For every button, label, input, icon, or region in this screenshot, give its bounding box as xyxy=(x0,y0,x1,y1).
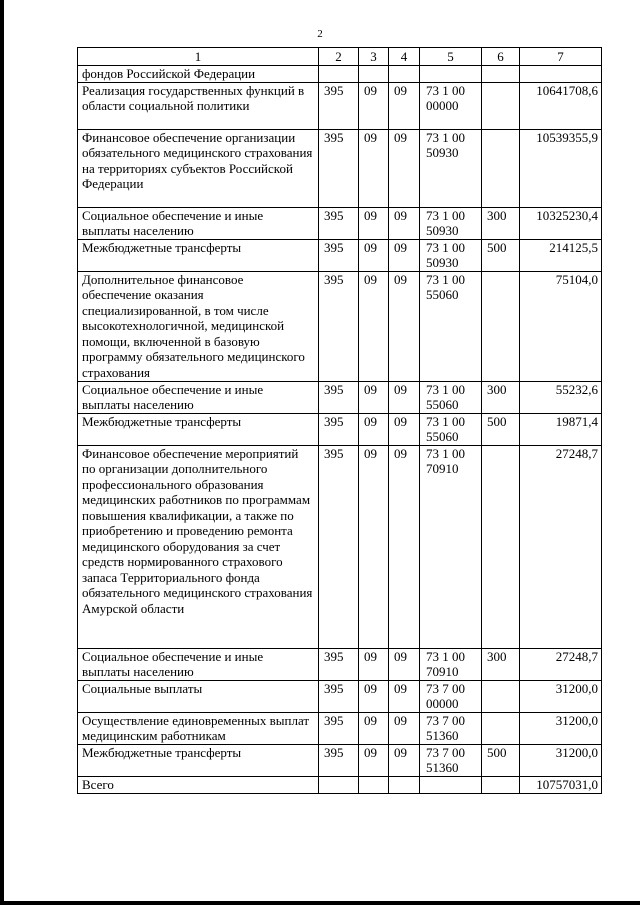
row-name-cell: Социальное обеспечение и иные выплаты населению xyxy=(78,648,319,680)
row-sum-cell: 55232,6 xyxy=(520,381,602,413)
table-row xyxy=(78,239,602,271)
column-number: 7 xyxy=(520,48,602,66)
row-ved-cell: 395 xyxy=(319,445,359,648)
row-pr-cell: 09 xyxy=(389,82,420,129)
row-pr-cell: 09 xyxy=(389,271,420,381)
row-ved-cell: 395 xyxy=(319,129,359,207)
row-name-cell: Дополнительное финансовое обеспечение оказания специализированной, в том числе высокотехнологичной, медицинской помощи, включенной в базовую программу обязательного медицинского страхования xyxy=(78,271,319,381)
row-vr-cell xyxy=(482,271,520,381)
row-csr-cell xyxy=(420,776,482,793)
table-row xyxy=(78,744,602,776)
row-pr-cell: 09 xyxy=(389,207,420,239)
row-ved-cell: 395 xyxy=(319,648,359,680)
row-sum-cell xyxy=(520,66,602,83)
row-vr-cell xyxy=(482,82,520,129)
table-row xyxy=(78,82,602,129)
row-ved-cell: 395 xyxy=(319,239,359,271)
row-name-cell: Финансовое обеспечение организации обязательного медицинского страхования на территориях субъектов Российской Федерации xyxy=(78,129,319,207)
row-ved-cell: 395 xyxy=(319,381,359,413)
row-csr-cell: 73 7 00 51360 xyxy=(420,712,482,744)
row-pr-cell: 09 xyxy=(389,445,420,648)
row-name-cell: Межбюджетные трансферты xyxy=(78,239,319,271)
row-pr-cell: 09 xyxy=(389,744,420,776)
row-rz-cell: 09 xyxy=(359,207,389,239)
total-row xyxy=(78,776,602,793)
row-rz-cell: 09 xyxy=(359,271,389,381)
table-row xyxy=(78,271,602,381)
row-rz-cell: 09 xyxy=(359,680,389,712)
table-row xyxy=(78,712,602,744)
row-ved-cell: 395 xyxy=(319,271,359,381)
row-ved-cell: 395 xyxy=(319,82,359,129)
row-pr-cell xyxy=(389,776,420,793)
row-vr-cell: 500 xyxy=(482,413,520,445)
row-sum-cell: 31200,0 xyxy=(520,712,602,744)
row-pr-cell: 09 xyxy=(389,239,420,271)
scan-edge xyxy=(0,0,4,905)
row-vr-cell xyxy=(482,66,520,83)
row-name-cell: Социальные выплаты xyxy=(78,680,319,712)
row-ved-cell: 395 xyxy=(319,413,359,445)
row-rz-cell: 09 xyxy=(359,413,389,445)
row-csr-cell: 73 1 00 55060 xyxy=(420,381,482,413)
row-name-cell: Межбюджетные трансферты xyxy=(78,744,319,776)
row-ved-cell: 395 xyxy=(319,712,359,744)
row-sum-cell: 10757031,0 xyxy=(520,776,602,793)
row-vr-cell xyxy=(482,445,520,648)
row-rz-cell: 09 xyxy=(359,712,389,744)
row-rz-cell: 09 xyxy=(359,445,389,648)
row-rz-cell xyxy=(359,66,389,83)
row-rz-cell: 09 xyxy=(359,744,389,776)
row-vr-cell xyxy=(482,680,520,712)
row-name-cell: Осуществление единовременных выплат медицинским работникам xyxy=(78,712,319,744)
table-row xyxy=(78,413,602,445)
row-csr-cell: 73 1 00 50930 xyxy=(420,239,482,271)
column-number: 5 xyxy=(420,48,482,66)
row-pr-cell: 09 xyxy=(389,381,420,413)
row-name-cell: Всего xyxy=(78,776,319,793)
row-vr-cell: 300 xyxy=(482,207,520,239)
row-csr-cell: 73 1 00 50930 xyxy=(420,207,482,239)
row-vr-cell xyxy=(482,712,520,744)
row-rz-cell: 09 xyxy=(359,381,389,413)
row-pr-cell: 09 xyxy=(389,129,420,207)
row-csr-cell: 73 7 00 51360 xyxy=(420,744,482,776)
row-csr-cell: 73 7 00 00000 xyxy=(420,680,482,712)
row-sum-cell: 10325230,4 xyxy=(520,207,602,239)
column-number: 1 xyxy=(78,48,319,66)
column-number: 4 xyxy=(389,48,420,66)
row-csr-cell: 73 1 00 70910 xyxy=(420,445,482,648)
scan-edge-bottom xyxy=(0,901,640,905)
row-pr-cell: 09 xyxy=(389,712,420,744)
row-ved-cell: 395 xyxy=(319,207,359,239)
row-sum-cell: 19871,4 xyxy=(520,413,602,445)
row-pr-cell xyxy=(389,66,420,83)
row-sum-cell: 27248,7 xyxy=(520,445,602,648)
row-csr-cell: 73 1 00 55060 xyxy=(420,413,482,445)
row-rz-cell: 09 xyxy=(359,129,389,207)
row-sum-cell: 31200,0 xyxy=(520,680,602,712)
table-row xyxy=(78,445,602,648)
row-rz-cell xyxy=(359,776,389,793)
row-sum-cell: 10641708,6 xyxy=(520,82,602,129)
row-vr-cell xyxy=(482,129,520,207)
row-pr-cell: 09 xyxy=(389,413,420,445)
budget-table xyxy=(77,47,602,794)
row-csr-cell xyxy=(420,66,482,83)
column-number: 2 xyxy=(319,48,359,66)
row-vr-cell: 500 xyxy=(482,239,520,271)
column-number: 6 xyxy=(482,48,520,66)
row-csr-cell: 73 1 00 70910 xyxy=(420,648,482,680)
row-csr-cell: 73 1 00 00000 xyxy=(420,82,482,129)
row-sum-cell: 10539355,9 xyxy=(520,129,602,207)
row-rz-cell: 09 xyxy=(359,648,389,680)
row-ved-cell: 395 xyxy=(319,744,359,776)
row-vr-cell xyxy=(482,776,520,793)
row-ved-cell xyxy=(319,66,359,83)
row-csr-cell: 73 1 00 50930 xyxy=(420,129,482,207)
table-row xyxy=(78,129,602,207)
row-name-cell: Реализация государственных функций в области социальной политики xyxy=(78,82,319,129)
row-sum-cell: 75104,0 xyxy=(520,271,602,381)
page-number: 2 xyxy=(317,28,323,40)
row-csr-cell: 73 1 00 55060 xyxy=(420,271,482,381)
row-sum-cell: 27248,7 xyxy=(520,648,602,680)
row-rz-cell: 09 xyxy=(359,82,389,129)
row-name-cell: Социальное обеспечение и иные выплаты населению xyxy=(78,207,319,239)
column-number: 3 xyxy=(359,48,389,66)
row-vr-cell: 500 xyxy=(482,744,520,776)
row-vr-cell: 300 xyxy=(482,381,520,413)
row-sum-cell: 214125,5 xyxy=(520,239,602,271)
table-row xyxy=(78,381,602,413)
row-name-cell: Межбюджетные трансферты xyxy=(78,413,319,445)
row-ved-cell: 395 xyxy=(319,680,359,712)
row-pr-cell: 09 xyxy=(389,648,420,680)
column-number-row xyxy=(78,48,602,66)
table-row xyxy=(78,66,602,83)
row-ved-cell xyxy=(319,776,359,793)
row-rz-cell: 09 xyxy=(359,239,389,271)
row-name-cell: Финансовое обеспечение мероприятий по организации дополнительного профессионального образования медицинских работников по программам повышения квалификации, а также по приобретению и проведению ремонта медицинского оборудования за счет средств нормированного страхового запаса Территориального фонда обязательного медицинского страхования Амурской области xyxy=(78,445,319,648)
table-row xyxy=(78,680,602,712)
table-row xyxy=(78,648,602,680)
row-pr-cell: 09 xyxy=(389,680,420,712)
row-sum-cell: 31200,0 xyxy=(520,744,602,776)
row-name-cell: Социальное обеспечение и иные выплаты населению xyxy=(78,381,319,413)
table-row xyxy=(78,207,602,239)
row-name-cell: фондов Российской Федерации xyxy=(78,66,319,83)
row-vr-cell: 300 xyxy=(482,648,520,680)
